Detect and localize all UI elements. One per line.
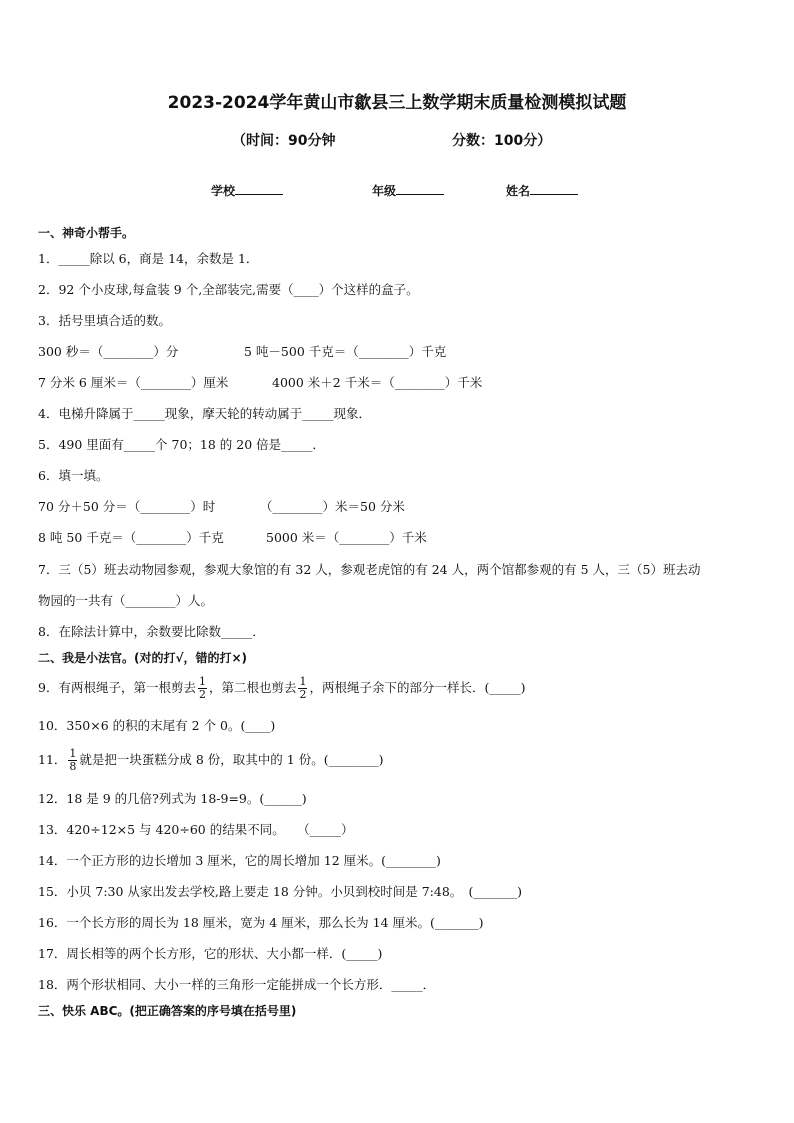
page-title: 2023-2024学年黄山市歙县三上数学期末质量检测模拟试题: [167, 93, 627, 113]
school-field[interactable]: 学校: [211, 182, 283, 199]
question-6d: 5000 米＝（________）千米: [266, 530, 427, 545]
question-5: 5．490 里面有_____个 70；18 的 20 倍是_____．: [38, 437, 325, 452]
section-1-heading: 一、神奇小帮手。: [38, 226, 135, 240]
question-6a: 70 分＋50 分＝（________）时: [38, 499, 216, 514]
question-18: 18．两个形状相同、大小一样的三角形一定能拼成一个长方形．_____．: [38, 977, 436, 992]
question-3: 3．括号里填合适的数。: [38, 313, 171, 328]
question-1: 1．_____除以 6，商是 14，余数是 1．: [38, 251, 259, 266]
question-3a: 300 秒＝（________）分: [38, 344, 179, 359]
section-2-heading: 二、我是小法官。(对的打√，错的打×): [38, 651, 248, 665]
question-17: 17．周长相等的两个长方形，它的形状、大小都一样．(_____): [38, 946, 383, 961]
section-3-heading: 三、快乐 ABC。(把正确答案的序号填在括号里): [38, 1004, 297, 1018]
fraction-half: $\frac{1}{2}$: [198, 675, 206, 701]
question-2: 2．92 个小皮球,每盒装 9 个,全部装完,需要（____）个这样的盒子。: [38, 282, 419, 297]
question-13: 13．420÷12×5 与 420÷60 的结果不同。 （_____）: [38, 822, 354, 837]
question-14: 14．一个正方形的边长增加 3 厘米，它的周长增加 12 厘米。(________): [38, 853, 441, 868]
question-16: 16．一个长方形的周长为 18 厘米，宽为 4 厘米，那么长为 14 厘米。(_______): [38, 915, 484, 930]
question-11: 11． $\frac{1}{8}$ 就是把一块蛋糕分成 8 份，取其中的 1 份。(________): [38, 747, 384, 773]
question-9: 9．有两根绳子，第一根剪去 $\frac{1}{2}$ ，第二根也剪去 $\frac{1}{2}$ ，两根绳子余下的部分一样长．(_____): [38, 675, 526, 701]
question-4: 4．电梯升降属于_____现象，摩天轮的转动属于_____现象．: [38, 406, 371, 421]
fraction-eighth: $\frac{1}{8}$: [69, 747, 77, 773]
grade-field[interactable]: 年级: [372, 182, 444, 199]
question-15: 15．小贝 7:30 从家出发去学校,路上要走 18 分钟。小贝到校时间是 7:48。 (_______): [38, 884, 523, 899]
question-3c: 7 分米 6 厘米＝（________）厘米: [38, 375, 229, 390]
question-6c: 8 吨 50 千克＝（________）千克: [38, 530, 224, 545]
exam-time: （时间：90分钟: [232, 133, 336, 149]
question-7-line1: 7．三（5）班去动物园参观，参观大象馆的有 32 人，参观老虎馆的有 24 人，两个馆都参观的有 5 人，三（5）班去动: [38, 562, 701, 577]
question-6: 6．填一填。: [38, 468, 109, 483]
fraction-half: $\frac{1}{2}$: [299, 675, 307, 701]
name-field[interactable]: 姓名: [506, 182, 578, 199]
question-6b: （________）米＝50 分米: [260, 499, 405, 514]
question-10: 10．350×6 的积的末尾有 2 个 0。(____): [38, 718, 276, 733]
question-12: 12．18 是 9 的几倍?列式为 18-9=9。(______): [38, 791, 307, 806]
question-3d: 4000 米＋2 千米＝（________）千米: [272, 375, 483, 390]
question-7-line2: 物园的一共有（________）人。: [38, 593, 214, 608]
exam-score: 分数：100分）: [452, 133, 552, 149]
question-3b: 5 吨－500 千克＝（________）千克: [244, 344, 447, 359]
question-8: 8．在除法计算中，余数要比除数_____．: [38, 624, 265, 639]
